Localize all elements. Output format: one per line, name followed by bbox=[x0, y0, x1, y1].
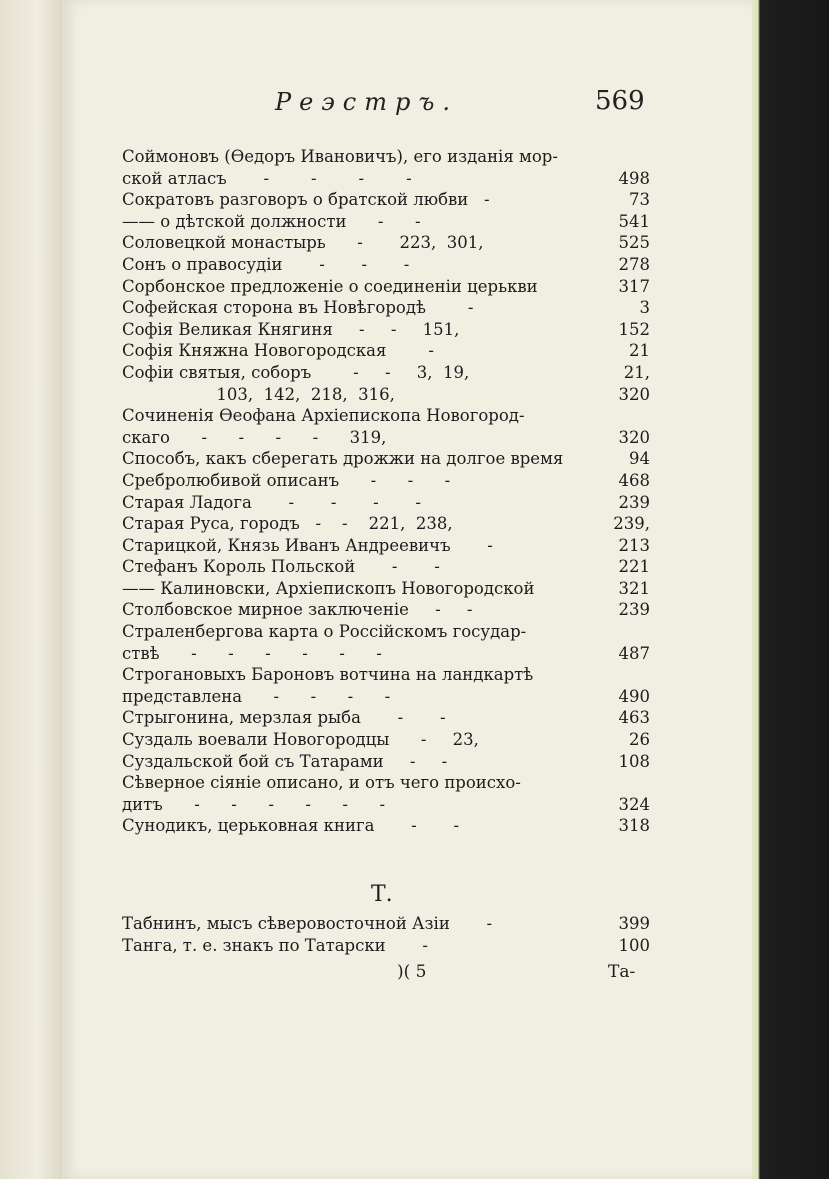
index-entry bbox=[122, 493, 650, 515]
index-entry bbox=[122, 341, 650, 363]
entry-text: Строгановыхъ Бароновъ вотчина на ландкартѣ bbox=[122, 665, 534, 685]
entry-pages: 541 bbox=[618, 211, 650, 231]
entry-text: Сорбонское предложеніе о соединеніи церькви bbox=[122, 276, 538, 296]
index-entry bbox=[122, 320, 650, 342]
entry-pages: 239 bbox=[618, 600, 650, 620]
entry-pages: 498 bbox=[618, 168, 650, 188]
index-entry bbox=[122, 708, 650, 730]
entry-text: Сѣверное сіяніе описано, и отъ чего происхо- bbox=[122, 773, 521, 793]
entry-text: Соймоновъ (Ѳедоръ Ивановичъ), его изданія мор- bbox=[122, 147, 558, 166]
entry-text: Суздаль воевали Новогородцы - 23, bbox=[122, 730, 479, 750]
entry-text: Стефанъ Король Польской - - bbox=[122, 557, 440, 577]
entry-pages: 324 bbox=[618, 794, 650, 814]
entry-pages: 468 bbox=[618, 470, 650, 490]
index-entry bbox=[122, 665, 650, 687]
entry-pages: 278 bbox=[618, 254, 650, 274]
entry-text: Софія Княжна Новогородская - bbox=[122, 341, 434, 361]
index-entry bbox=[122, 190, 650, 212]
entry-text: Сребролюбивой описанъ - - - bbox=[122, 470, 451, 490]
index-entry bbox=[122, 298, 650, 320]
index-entry bbox=[122, 936, 650, 958]
index-entry bbox=[122, 730, 650, 752]
entry-text: 103, 142, 218, 316, bbox=[122, 384, 395, 404]
entry-pages: 152 bbox=[618, 319, 650, 339]
facing-page-edge bbox=[0, 0, 62, 1179]
entry-text: Сунодикъ, церьковная книга - - bbox=[122, 816, 460, 836]
entry-pages: 108 bbox=[618, 751, 650, 771]
index-entry bbox=[122, 644, 650, 666]
index-entry bbox=[122, 363, 650, 385]
index-entry bbox=[122, 428, 650, 450]
entry-text: Способъ, какъ сберегать дрожжи на долгое время bbox=[122, 449, 564, 469]
entry-pages: 3 bbox=[639, 298, 650, 318]
entry-text: скаго - - - - 319, bbox=[122, 427, 387, 447]
page-number: 569 bbox=[595, 86, 645, 116]
entry-text: Табнинъ, мысъ сѣверовосточной Азіи - bbox=[122, 914, 493, 933]
entry-pages: 221 bbox=[618, 557, 650, 577]
entry-pages: 320 bbox=[618, 384, 650, 404]
entry-pages: 463 bbox=[618, 708, 650, 728]
entry-text: дитъ - - - - - - bbox=[122, 794, 386, 814]
page-fore-edge bbox=[752, 0, 829, 1179]
entry-pages: 100 bbox=[618, 935, 650, 955]
index-entry bbox=[122, 579, 650, 601]
index-entry bbox=[122, 816, 650, 838]
index-entry bbox=[122, 622, 650, 644]
entry-text: Софіи святыя, соборъ - - 3, 19, bbox=[122, 362, 470, 382]
index-entry bbox=[122, 212, 650, 234]
entry-text: Сонъ о правосудіи - - - bbox=[122, 254, 410, 274]
entry-pages: 21 bbox=[629, 341, 650, 361]
entry-text: —— о дѣтской должности - - bbox=[122, 211, 421, 231]
entry-pages: 21, bbox=[623, 362, 650, 382]
entry-pages: 213 bbox=[618, 535, 650, 555]
entry-text: Софейская сторона въ Новѣгородѣ - bbox=[122, 298, 474, 318]
index-entry bbox=[122, 277, 650, 299]
entry-text: —— Калиновски, Архіепископъ Новогородской bbox=[122, 578, 535, 598]
entry-text: Столбовское мирное заключеніе - - bbox=[122, 600, 473, 620]
entry-pages: 490 bbox=[618, 686, 650, 706]
entry-pages: 320 bbox=[618, 427, 650, 447]
entry-pages: 73 bbox=[629, 190, 650, 210]
index-entry bbox=[122, 255, 650, 277]
entry-pages: 321 bbox=[618, 578, 650, 598]
entry-text: ской атласъ - - - - bbox=[122, 168, 412, 188]
index-entry bbox=[122, 752, 650, 774]
index-entry bbox=[122, 147, 650, 169]
index-entry bbox=[122, 557, 650, 579]
entry-text: Сочиненія Ѳеофана Архіепископа Новогород- bbox=[122, 406, 525, 426]
entry-pages: 239 bbox=[618, 492, 650, 512]
entry-pages: 525 bbox=[618, 233, 650, 253]
entry-text: Танга, т. е. знакъ по Татарски - bbox=[122, 935, 428, 955]
index-entry bbox=[122, 795, 650, 817]
signature-mark: )( 5 bbox=[397, 962, 427, 982]
index-entries bbox=[122, 147, 650, 838]
entry-text: Старицкой, Князь Иванъ Андреевичъ - bbox=[122, 535, 493, 555]
entry-text: Соловецкой монастырь - 223, 301, bbox=[122, 233, 484, 253]
index-entry bbox=[122, 385, 650, 407]
index-entry bbox=[122, 600, 650, 622]
entry-text: Софія Великая Княгиня - - 151, bbox=[122, 319, 460, 339]
index-entry bbox=[122, 471, 650, 493]
running-head: Реэстръ. bbox=[275, 88, 458, 116]
index-entry bbox=[122, 449, 650, 471]
entry-pages: 239, bbox=[613, 514, 650, 534]
entry-text: Старая Ладога - - - - bbox=[122, 492, 421, 512]
entry-text: Стрыгонина, мерзлая рыба - - bbox=[122, 708, 446, 728]
index-entry bbox=[122, 536, 650, 558]
index-entry bbox=[122, 233, 650, 255]
entry-pages: 94 bbox=[629, 449, 650, 469]
section-letter: Т. bbox=[371, 882, 393, 907]
entry-text: Страленбергова карта о Россійскомъ государ- bbox=[122, 622, 527, 642]
entry-text: Старая Руса, городъ - - 221, 238, bbox=[122, 514, 453, 534]
entry-text: Сократовъ разговоръ о братской любви - bbox=[122, 190, 490, 210]
entry-pages: 318 bbox=[618, 816, 650, 836]
index-entries-t bbox=[122, 914, 650, 957]
index-entry bbox=[122, 406, 650, 428]
entry-pages: 487 bbox=[618, 643, 650, 663]
entry-text: ствѣ - - - - - - bbox=[122, 643, 382, 663]
index-entry bbox=[122, 914, 650, 936]
entry-text: представлена - - - - bbox=[122, 686, 391, 706]
catchword: Та- bbox=[608, 962, 636, 982]
entry-pages: 399 bbox=[618, 914, 650, 933]
entry-pages: 317 bbox=[618, 276, 650, 296]
entry-pages: 26 bbox=[629, 730, 650, 750]
index-entry bbox=[122, 169, 650, 191]
index-entry bbox=[122, 514, 650, 536]
index-entry bbox=[122, 687, 650, 709]
entry-text: Суздальской бой съ Татарами - - bbox=[122, 751, 448, 771]
index-entry bbox=[122, 773, 650, 795]
